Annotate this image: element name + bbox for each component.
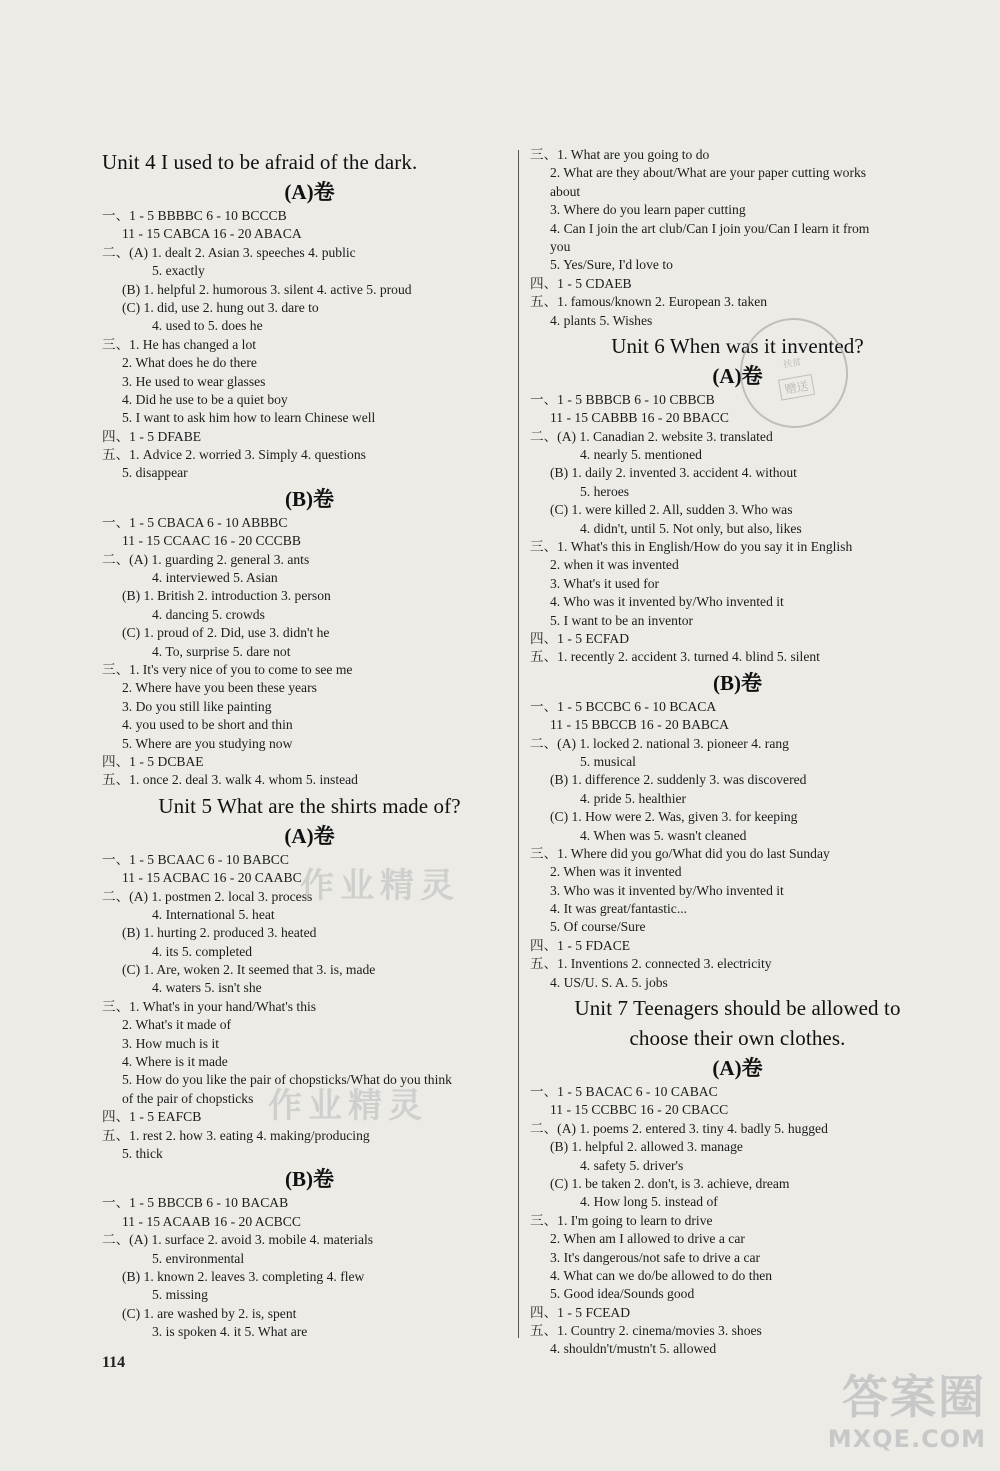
answer-line: 3. Who was it invented by/Who invented it [550, 882, 784, 898]
answer-line: 一、1 - 5 CBACA 6 - 10 ABBBC [102, 514, 288, 530]
answer-line: (B) 1. British 2. introduction 3. person [122, 588, 331, 604]
answer-line: 四、1 - 5 DFABE [102, 428, 202, 444]
answer-line: 2. What does he do there [122, 355, 257, 371]
answer-line: 三、1. He has changed a lot [102, 336, 257, 352]
answer-line: (C) 1. proud of 2. Did, use 3. didn't he [122, 625, 330, 641]
answer-line: 4. Where is it made [122, 1054, 228, 1070]
answer-line: 5. I want to ask him how to learn Chinese well [122, 410, 376, 426]
answer-line: 11 - 15 BBCCB 16 - 20 BABCA [550, 717, 729, 733]
answer-line: 四、1 - 5 DCBAE [102, 753, 204, 769]
stamp-seal: 扶贫 赠送 [731, 309, 856, 436]
answer-line: of the pair of chopsticks [122, 1090, 254, 1106]
answer-line: 4. pride 5. healthier [580, 790, 687, 806]
answer-line: 5. musical [580, 753, 636, 769]
answer-line: 二、(A) 1. postmen 2. local 3. process [102, 888, 313, 904]
answer-line: 4. interviewed 5. Asian [152, 570, 278, 586]
answer-line: 5. How do you like the pair of chopsticks/What do you think [122, 1072, 452, 1088]
answer-line: 5. Where are you studying now [122, 735, 293, 751]
answer-line: 二、(A) 1. Canadian 2. website 3. translated [530, 428, 773, 444]
answer-line: 5. Good idea/Sounds good [550, 1286, 695, 1302]
answer-line: 四、1 - 5 CDAEB [530, 275, 632, 291]
left-column [102, 146, 517, 1341]
column-divider [518, 150, 519, 1338]
answer-line: 3. is spoken 4. it 5. What are [152, 1324, 308, 1340]
unit-heading: Unit 5 What are the shirts made of? [158, 793, 461, 818]
answer-line: 11 - 15 CCBBC 16 - 20 CBACC [550, 1102, 729, 1118]
answer-line: 4. It was great/fantastic... [550, 901, 688, 917]
answer-line: 五、1. famous/known 2. European 3. taken [530, 294, 768, 310]
page-number: 114 [102, 1354, 126, 1371]
answer-line: 一、1 - 5 BACAC 6 - 10 CABAC [530, 1084, 718, 1100]
answer-line: 11 - 15 CABCA 16 - 20 ABACA [122, 226, 302, 242]
answer-line: 三、1. What are you going to do [530, 147, 710, 162]
paper-heading: (A)卷 [284, 180, 335, 204]
unit-heading: Unit 4 I used to be afraid of the dark. [102, 150, 418, 174]
answer-line: 11 - 15 ACBAC 16 - 20 CAABC [122, 870, 302, 886]
answer-line: 4. How long 5. instead of [580, 1194, 718, 1210]
answer-line: (B) 1. daily 2. invented 3. accident 4. without [550, 465, 797, 481]
unit-heading: Unit 6 When was it invented? [611, 333, 864, 358]
answer-line: (B) 1. difference 2. suddenly 3. was discovered [550, 772, 807, 788]
answer-line: 五、1. rest 2. how 3. eating 4. making/producing [102, 1127, 370, 1143]
answer-line: 五、1. recently 2. accident 3. turned 4. blind 5. silent [530, 649, 820, 665]
answer-line: 11 - 15 CABBB 16 - 20 BBACC [550, 410, 729, 426]
answer-line: 四、1 - 5 ECFAD [530, 630, 630, 646]
answer-line: (B) 1. helpful 2. allowed 3. manage [550, 1139, 743, 1155]
answer-line: 3. What's it used for [550, 575, 660, 591]
answer-line: 5. thick [122, 1145, 163, 1161]
answer-line: (C) 1. Are, woken 2. It seemed that 3. is, made [122, 962, 376, 978]
site-logo: 答案圈 MXQE.COM [827, 1370, 986, 1453]
answer-line: (B) 1. helpful 2. humorous 3. silent 4. active 5. proud [122, 281, 412, 297]
answer-line: (C) 1. How were 2. Was, given 3. for keeping [550, 809, 798, 825]
answer-line: 4. its 5. completed [152, 943, 253, 959]
answer-line: 4. To, surprise 5. dare not [152, 643, 291, 659]
answer-line: you [550, 238, 571, 254]
answer-line: 2. Where have you been these years [122, 680, 317, 696]
answer-line: 5. missing [152, 1287, 208, 1303]
answer-line: 三、1. I'm going to learn to drive [530, 1212, 713, 1228]
answer-line: 5. Yes/Sure, I'd love to [550, 257, 673, 273]
answer-line: 11 - 15 ACAAB 16 - 20 ACBCC [122, 1213, 301, 1229]
answer-line: (B) 1. known 2. leaves 3. completing 4. flew [122, 1268, 365, 1284]
answer-line: 4. Did he use to be a quiet boy [122, 391, 288, 407]
answer-line: 4. plants 5. Wishes [550, 312, 653, 328]
answer-line: (B) 1. hurting 2. produced 3. heated [122, 925, 317, 941]
answer-line: 一、1 - 5 BBBBC 6 - 10 BCCCB [102, 208, 287, 223]
paper-heading: (A)卷 [284, 823, 335, 848]
answer-line: 四、1 - 5 FCEAD [530, 1304, 631, 1320]
answer-line: 三、1. It's very nice of you to come to see me [102, 661, 353, 677]
answer-line: 4. shouldn't/mustn't 5. allowed [550, 1341, 717, 1357]
answer-line: 5. heroes [580, 483, 630, 499]
answer-line: 五、1. once 2. deal 3. walk 4. whom 5. instead [102, 772, 358, 788]
answer-line: 5. environmental [152, 1250, 245, 1266]
answer-line: 5. exactly [152, 263, 205, 279]
answer-line: 二、(A) 1. poems 2. entered 3. tiny 4. badly 5. hugged [530, 1120, 828, 1136]
answer-line: 3. How much is it [122, 1035, 220, 1051]
answer-line: 五、1. Advice 2. worried 3. Simply 4. questions [102, 447, 366, 463]
answer-line: 4. When was 5. wasn't cleaned [580, 827, 747, 843]
paper-heading: (A)卷 [712, 1056, 763, 1081]
answer-line: 一、1 - 5 BCAAC 6 - 10 BABCC [102, 851, 289, 867]
answer-line: 2. What are they about/What are your paper cutting works [550, 165, 867, 181]
answer-line: about [550, 183, 581, 199]
answer-line: 三、1. What's in your hand/What's this [102, 998, 317, 1014]
unit-heading: choose their own clothes. [629, 1026, 846, 1051]
answer-line: 一、1 - 5 BBCCB 6 - 10 BACAB [102, 1195, 289, 1211]
answer-line: 3. Do you still like painting [122, 698, 272, 714]
watermark-text-2: 作业精灵 [268, 1086, 428, 1126]
answer-line: 一、1 - 5 BCCBC 6 - 10 BCACA [530, 698, 717, 714]
answer-line: 4. used to 5. does he [152, 318, 263, 334]
answer-line: 二、(A) 1. guarding 2. general 3. ants [102, 551, 310, 567]
answer-line: 五、1. Country 2. cinema/movies 3. shoes [530, 1323, 762, 1339]
paper-heading: (B)卷 [713, 670, 762, 695]
answer-line: 4. What can we do/be allowed to do then [550, 1267, 773, 1283]
answer-line: (C) 1. were killed 2. All, sudden 3. Who was [550, 502, 793, 518]
answer-line: 5. disappear [122, 465, 188, 481]
answer-line: 3. Where do you learn paper cutting [550, 202, 746, 218]
answer-line: 3. It's dangerous/not safe to drive a car [550, 1249, 761, 1265]
answer-line: 四、1 - 5 FDACE [530, 937, 631, 953]
answer-line: 4. nearly 5. mentioned [580, 447, 702, 463]
answer-line: 5. I want to be an inventor [550, 612, 694, 628]
paper-heading: (A)卷 [712, 363, 763, 388]
paper-heading: (B)卷 [285, 486, 334, 511]
answer-line: 二、(A) 1. locked 2. national 3. pioneer 4. rang [530, 735, 789, 751]
answer-line: 4. dancing 5. crowds [152, 606, 265, 622]
answer-line: 4. waters 5. isn't she [152, 980, 262, 996]
answer-line: 一、1 - 5 BBBCB 6 - 10 CBBCB [530, 391, 715, 407]
answer-line: 2. When am I allowed to drive a car [550, 1231, 745, 1247]
watermark-text: 作业精灵 [300, 866, 460, 906]
answer-line: (C) 1. be taken 2. don't, is 3. achieve, dream [550, 1175, 790, 1191]
answer-line: 2. What's it made of [122, 1017, 232, 1033]
answer-line: 5. Of course/Sure [550, 919, 646, 935]
answer-line: 2. when it was invented [550, 557, 679, 573]
answer-line: 三、1. Where did you go/What did you do last Sunday [530, 845, 830, 861]
answer-line: 4. US/U. S. A. 5. jobs [550, 974, 668, 990]
answer-line: 4. Who was it invented by/Who invented it [550, 594, 784, 610]
answer-line: 11 - 15 CCAAC 16 - 20 CCCBB [122, 533, 301, 549]
answer-line: 三、1. What's this in English/How do you say it in English [530, 539, 853, 555]
answer-line: 4. safety 5. driver's [580, 1157, 684, 1173]
answer-line: (C) 1. are washed by 2. is, spent [122, 1305, 297, 1321]
answer-line: 2. When was it invented [550, 864, 682, 880]
answer-line: 4. Can I join the art club/Can I join you/Can I learn it from [550, 220, 870, 236]
answer-line: 3. He used to wear glasses [122, 373, 266, 389]
answer-line: 二、(A) 1. surface 2. avoid 3. mobile 4. materials [102, 1232, 374, 1248]
right-column [530, 146, 945, 1359]
unit-heading: Unit 7 Teenagers should be allowed to [574, 996, 901, 1021]
answer-line: (C) 1. did, use 2. hung out 3. dare to [122, 299, 319, 315]
answer-line: 四、1 - 5 EAFCB [102, 1109, 202, 1125]
answer-line: 4. didn't, until 5. Not only, but also, likes [580, 520, 802, 536]
answer-line: 4. International 5. heat [152, 906, 275, 922]
answer-line: 二、(A) 1. dealt 2. Asian 3. speeches 4. public [102, 244, 356, 260]
answer-line: 五、1. Inventions 2. connected 3. electricity [530, 956, 772, 972]
answer-line: 4. you used to be short and thin [122, 717, 293, 733]
paper-heading: (B)卷 [285, 1167, 334, 1192]
